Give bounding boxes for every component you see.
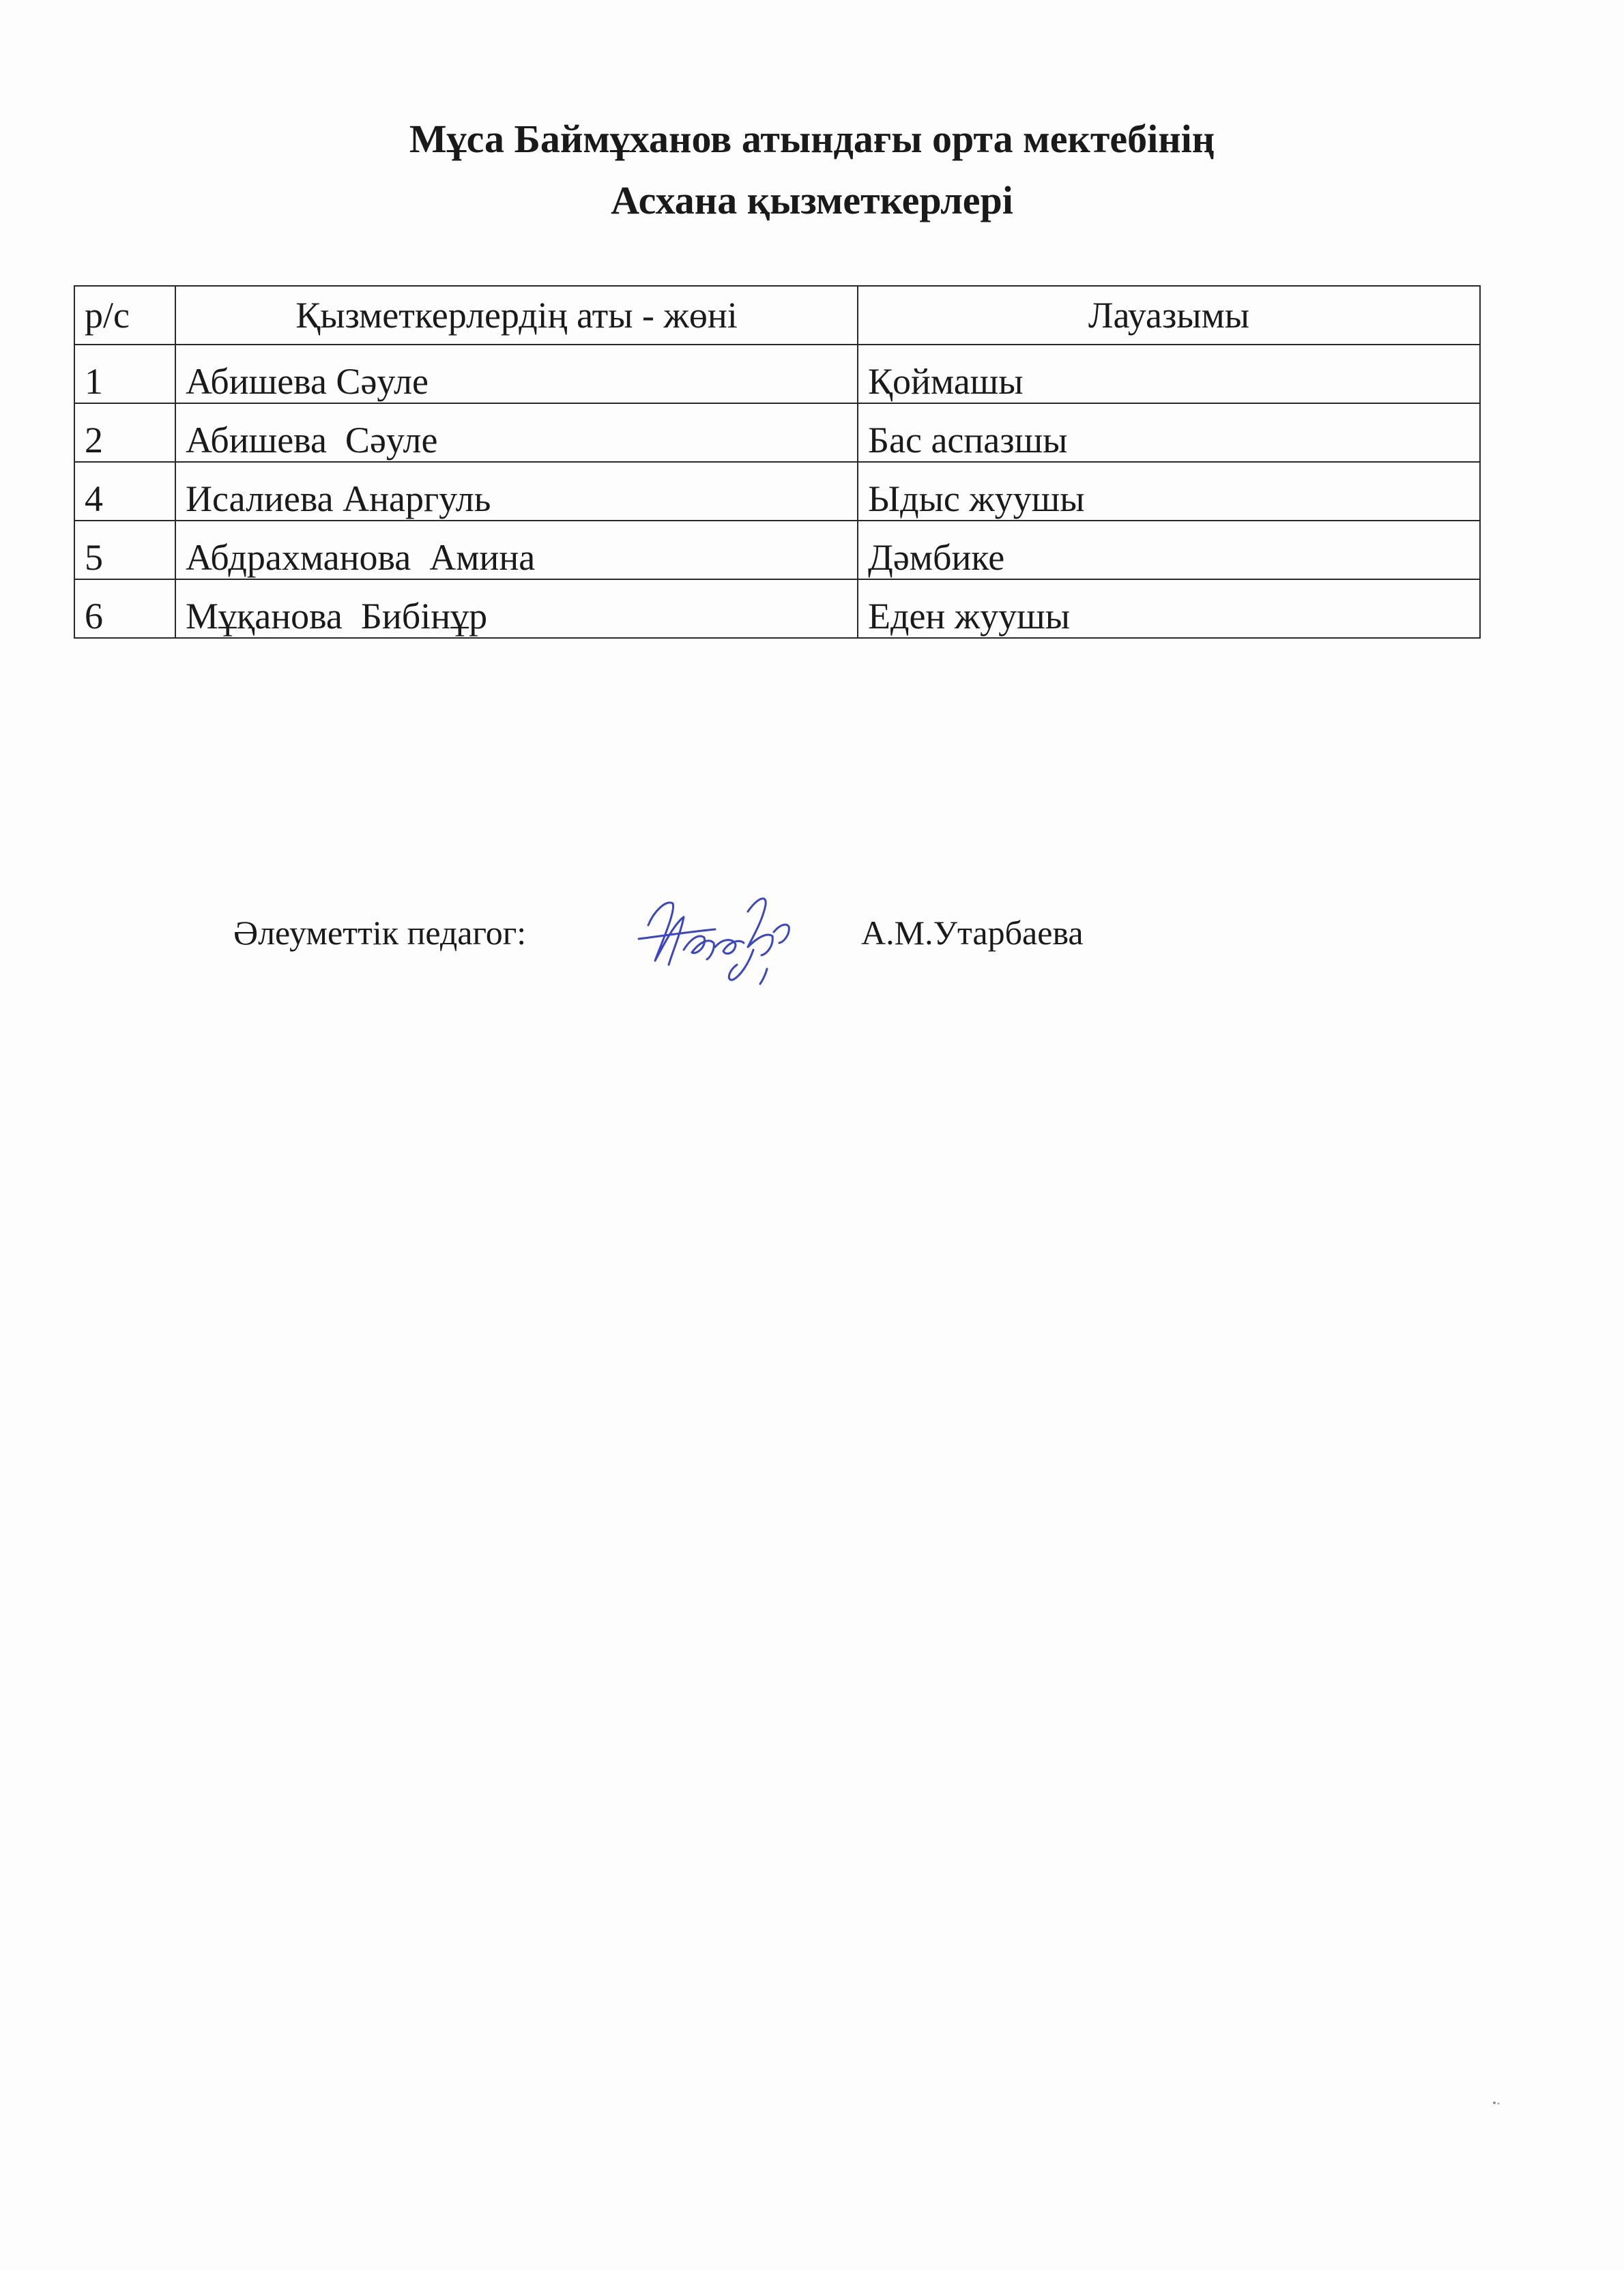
row-full-name: Мұқанова Бибінұр bbox=[175, 579, 858, 638]
row-number: 1 bbox=[74, 345, 175, 403]
table-row bbox=[74, 403, 1480, 462]
document-title-line-1: Мұса Баймұханов атындағы орта мектебінің bbox=[409, 117, 1215, 161]
table-row bbox=[74, 462, 1480, 521]
header-position: Лауазымы bbox=[858, 286, 1480, 345]
header-full-name: Қызметкерлердің аты - жөні bbox=[175, 286, 858, 345]
row-number: 5 bbox=[74, 521, 175, 579]
row-number: 2 bbox=[74, 403, 175, 462]
table-row bbox=[74, 521, 1480, 579]
row-full-name: Абишева Сәуле bbox=[175, 403, 858, 462]
table-header-row bbox=[74, 286, 1480, 345]
staff-table bbox=[74, 285, 1481, 639]
row-position: Қоймашы bbox=[858, 345, 1480, 403]
signature-strokes bbox=[639, 899, 789, 984]
signatory-name: А.М.Утарбаева bbox=[861, 914, 1084, 952]
row-position: Бас аспазшы bbox=[858, 403, 1480, 462]
row-position: Еден жуушы bbox=[858, 579, 1480, 638]
row-number: 6 bbox=[74, 579, 175, 638]
row-position: Ыдыс жуушы bbox=[858, 462, 1480, 521]
document-title-line-2: Асхана қызметкерлері bbox=[611, 178, 1013, 222]
row-full-name: Абишева Сәуле bbox=[175, 345, 858, 403]
table-row bbox=[74, 579, 1480, 638]
table-row bbox=[74, 345, 1480, 403]
header-number: р/с bbox=[74, 286, 175, 345]
signature-label: Әлеуметтік педагог: bbox=[233, 914, 527, 952]
handwritten-signature bbox=[633, 884, 811, 987]
row-full-name: Абдрахманова Амина bbox=[175, 521, 858, 579]
row-number: 4 bbox=[74, 462, 175, 521]
signature-block bbox=[0, 884, 1624, 980]
scan-speck bbox=[1492, 2099, 1501, 2106]
row-full-name: Исалиева Анаргуль bbox=[175, 462, 858, 521]
row-position: Дәмбике bbox=[858, 521, 1480, 579]
